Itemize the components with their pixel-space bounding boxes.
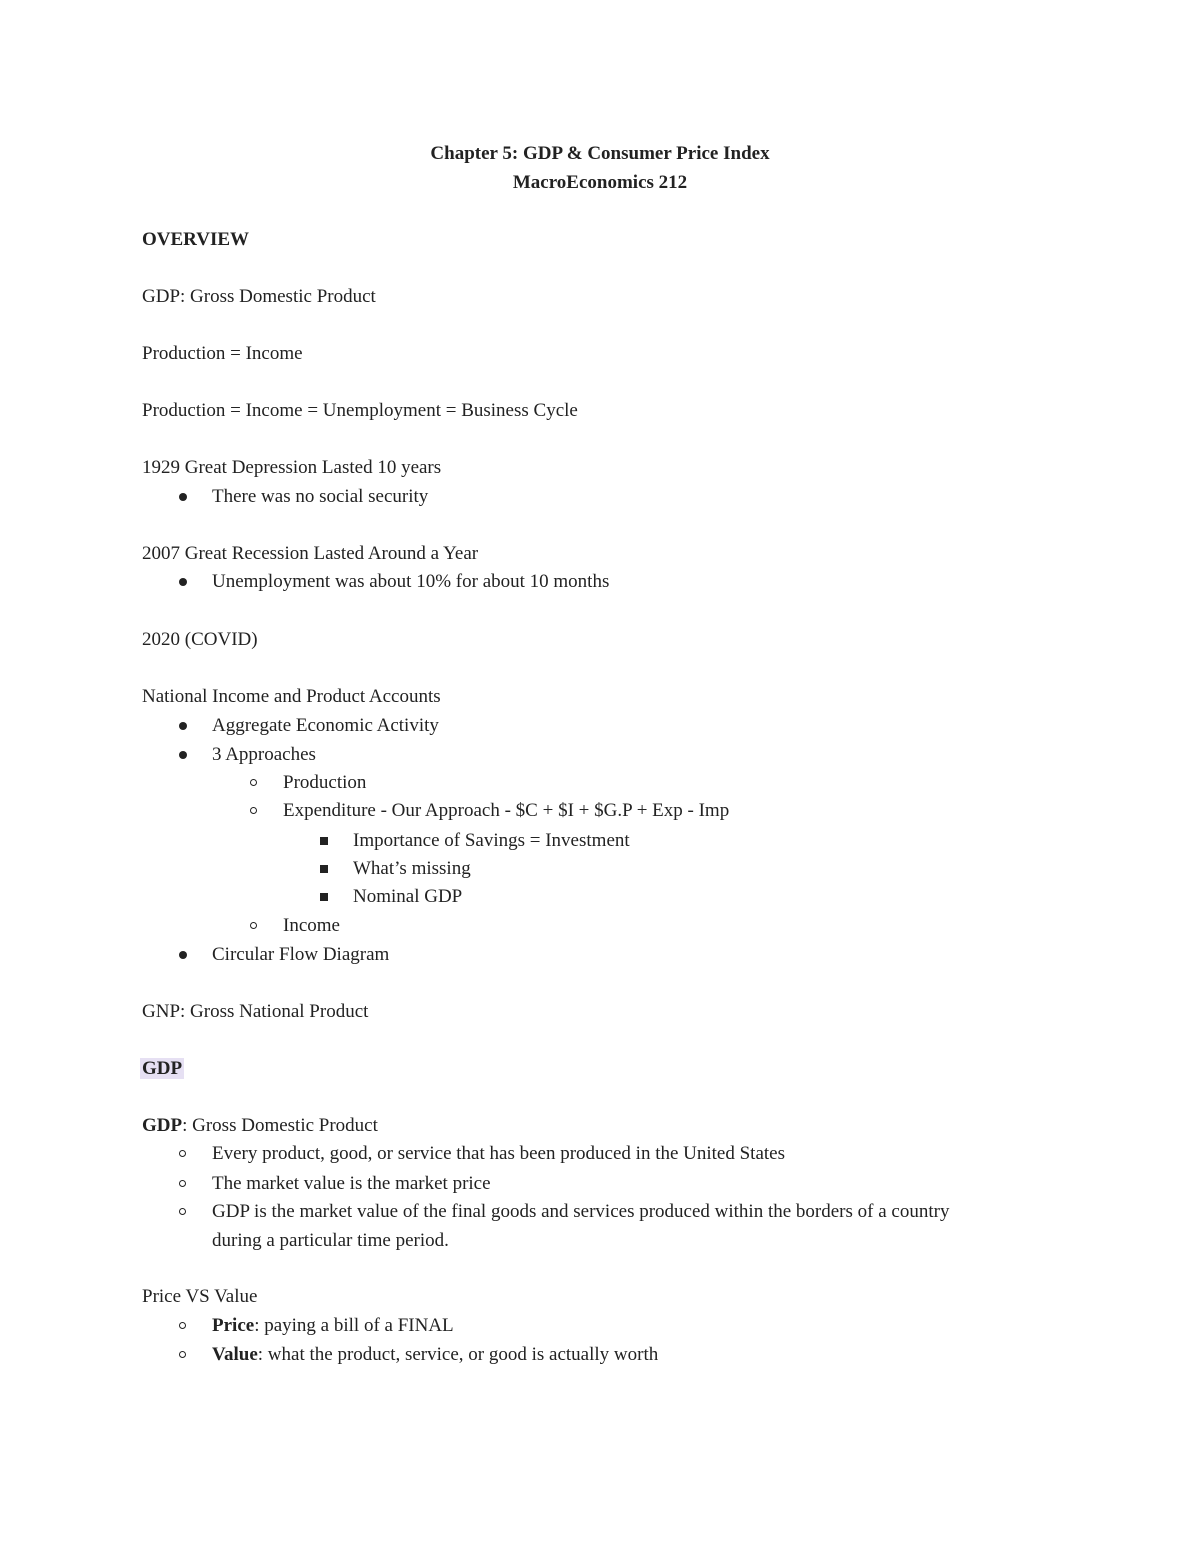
square-bullet-icon	[320, 865, 328, 873]
price-vs-value-line: Price VS Value	[142, 1286, 258, 1307]
square-bullet-icon	[320, 837, 328, 845]
circle-bullet-icon	[179, 1180, 186, 1187]
circle-bullet-icon	[250, 807, 257, 814]
great-recession-line: 2007 Great Recession Lasted Around a Year	[142, 543, 479, 564]
value-term-text: : what the product, service, or good is actually worth	[257, 1344, 659, 1365]
disc-bullet-icon	[179, 951, 187, 959]
list-item: There was no social security	[212, 486, 429, 507]
gnp-definition: GNP: Gross National Product	[142, 1001, 369, 1022]
list-item: Unemployment was about 10% for about 10 months	[212, 571, 610, 592]
list-item: Production	[283, 772, 367, 793]
list-item: What’s missing	[353, 858, 471, 879]
gdp-term: GDP	[142, 1115, 183, 1136]
nipa-line: National Income and Product Accounts	[142, 686, 441, 707]
list-item-continuation: during a particular time period.	[212, 1230, 449, 1251]
covid-line: 2020 (COVID)	[142, 629, 258, 650]
circle-bullet-icon	[179, 1208, 186, 1215]
list-item: Circular Flow Diagram	[212, 944, 390, 965]
gdp-definition-line	[142, 1113, 378, 1139]
list-item: Expenditure - Our Approach - $C + $I + $G.P + Exp - Imp	[283, 800, 730, 821]
disc-bullet-icon	[179, 493, 187, 501]
list-item: Aggregate Economic Activity	[212, 715, 439, 736]
circle-bullet-icon	[179, 1351, 186, 1358]
value-term: Value	[212, 1344, 258, 1365]
disc-bullet-icon	[179, 722, 187, 730]
disc-bullet-icon	[179, 751, 187, 759]
gdp-heading-highlight: GDP	[142, 1058, 183, 1079]
circle-bullet-icon	[250, 779, 257, 786]
price-term: Price	[212, 1315, 255, 1336]
list-item: Importance of Savings = Investment	[353, 830, 630, 851]
list-item	[212, 1342, 658, 1368]
course-name: MacroEconomics 212	[512, 172, 688, 193]
overview-heading: OVERVIEW	[142, 229, 250, 250]
list-item: GDP is the market value of the final goods and services produced within the borders of a country	[212, 1201, 950, 1222]
great-depression-line: 1929 Great Depression Lasted 10 years	[142, 457, 442, 478]
price-term-text: : paying a bill of a FINAL	[254, 1315, 454, 1336]
list-item: The market value is the market price	[212, 1173, 491, 1194]
list-item: 3 Approaches	[212, 744, 316, 765]
gdp-term-text: : Gross Domestic Product	[182, 1115, 378, 1136]
document-title: Chapter 5: GDP & Consumer Price Index	[430, 143, 770, 164]
list-item: Nominal GDP	[353, 886, 463, 907]
equation-business-cycle: Production = Income = Unemployment = Business Cycle	[142, 400, 578, 421]
list-item	[212, 1313, 454, 1339]
gdp-heading	[142, 1056, 184, 1082]
circle-bullet-icon	[179, 1322, 186, 1329]
circle-bullet-icon	[250, 922, 257, 929]
gdp-definition: GDP: Gross Domestic Product	[142, 286, 376, 307]
list-item: Every product, good, or service that has been produced in the United States	[212, 1143, 785, 1164]
disc-bullet-icon	[179, 578, 187, 586]
list-item: Income	[283, 915, 340, 936]
square-bullet-icon	[320, 893, 328, 901]
circle-bullet-icon	[179, 1150, 186, 1157]
equation-production-income: Production = Income	[142, 343, 303, 364]
